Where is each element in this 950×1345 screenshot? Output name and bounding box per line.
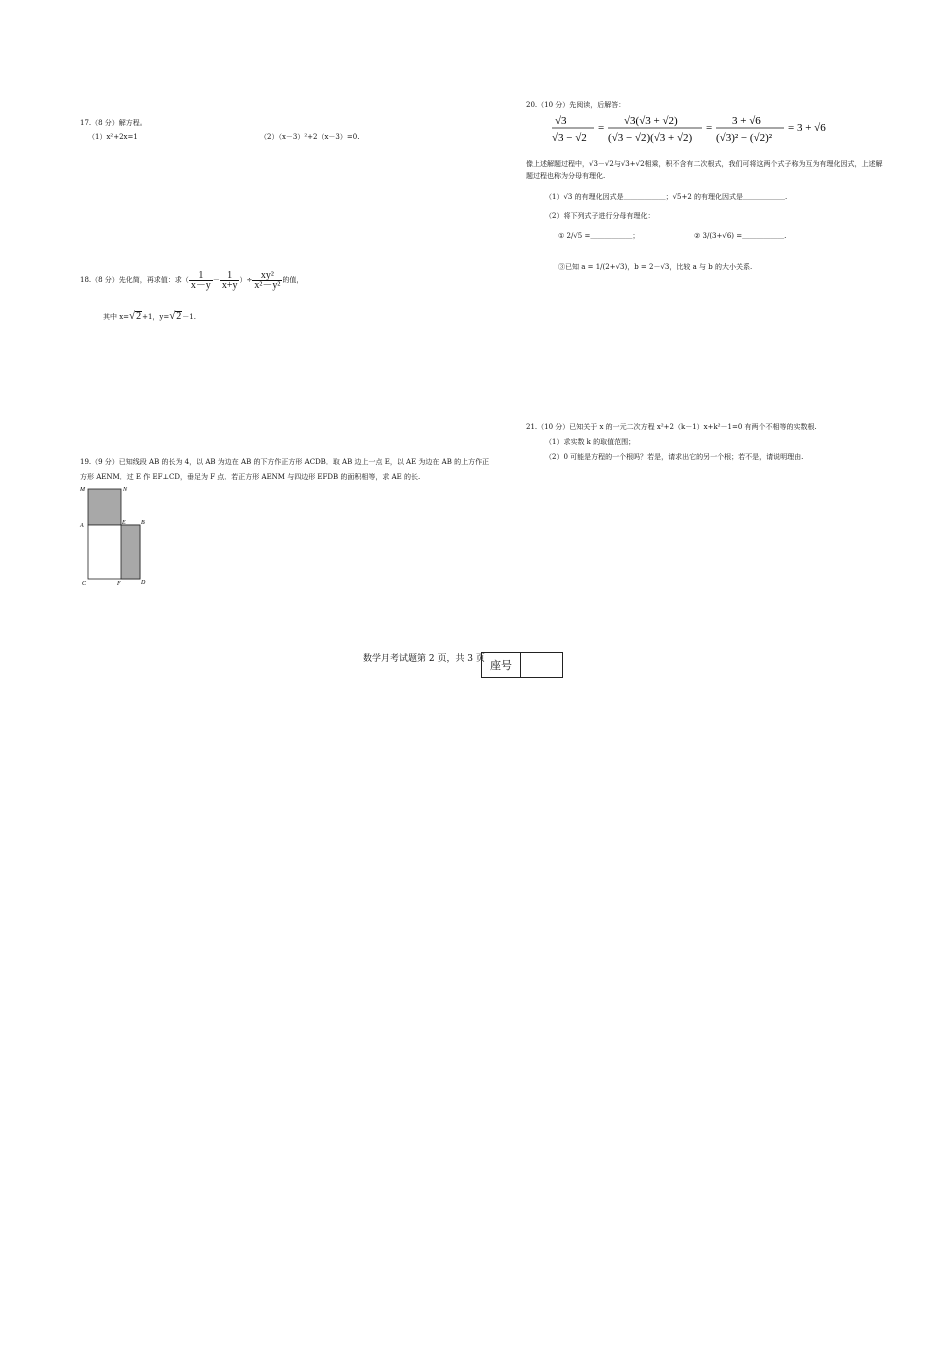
q18-cond-a: 其中 x=: [103, 313, 130, 321]
svg-text:(√3)² − (√2)²: (√3)² − (√2)²: [716, 132, 773, 144]
svg-text:3 + √6: 3 + √6: [732, 115, 761, 127]
q18-f1-num: 1: [189, 271, 213, 281]
q18-condition: [103, 311, 196, 322]
svg-text:(√3 − √2)(√3 + √2): (√3 − √2)(√3 + √2): [608, 132, 693, 144]
q20-desc2: 题过程也称为分母有理化.: [526, 172, 606, 180]
square-aenm: [88, 489, 121, 525]
q18-f2-den: x+y: [221, 280, 238, 291]
q18-expression: [80, 271, 303, 290]
seat-label: 座号: [482, 653, 521, 677]
q18-prefix: 18.（8 分）先化简，再求值：求（: [80, 276, 189, 284]
q20-sub1: ① 2/√5 =＿＿＿＿＿＿；: [558, 232, 640, 240]
label-d: D: [141, 580, 146, 586]
q18-cond-b: +1，y=: [142, 313, 170, 321]
q18-f3-num: xy²: [252, 271, 282, 281]
q18-cond-c: －1.: [182, 313, 196, 321]
q17-heading: 17.（8 分）解方程。: [80, 119, 147, 127]
q21-part1: （1）求实数 k 的取值范围；: [545, 438, 636, 446]
label-n: N: [123, 487, 128, 493]
label-m: M: [80, 487, 85, 493]
q20-desc1: 像上述解题过程中，√3－√2与√3+√2相乘，积不含有二次根式，我们可将这两个式子称为互为有理化因式，上述解: [526, 160, 883, 168]
q18-f1-den: x－y: [190, 280, 211, 291]
svg-text:=: =: [598, 122, 605, 134]
q19-square-diagram: [76, 484, 156, 590]
q20-example-equation: [552, 110, 842, 146]
q18-radicand-b: 2: [176, 311, 182, 322]
q20-sub3: ③已知 a = 1/(2+√3)，b = 2－√3，比较 a 与 b 的大小关系.: [558, 263, 753, 271]
quad-efdb: [121, 525, 140, 579]
q20-part2: （2）将下列式子进行分母有理化：: [545, 212, 655, 220]
q18-f3-den: x²－y²: [254, 280, 281, 291]
q20-part1: （1）√3 的有理化因式是＿＿＿＿＿＿；√5+2 的有理化因式是＿＿＿＿＿＿.: [545, 193, 788, 201]
q20-heading: 20.（10 分）先阅读，后解答：: [526, 101, 626, 109]
q19-line2: 方形 AENM．过 E 作 EF⊥CD，垂足为 F 点．若正方形 AENM 与四边形 EFDB 的面积相等，求 AE 的长.: [80, 473, 421, 481]
svg-text:√3 − √2: √3 − √2: [552, 132, 587, 144]
svg-text:√3: √3: [555, 115, 567, 127]
q21-part2: （2）0 可能是方程的一个根吗？若是，请求出它的另一个根；若不是，请说明理由.: [545, 453, 804, 461]
label-c: C: [82, 581, 87, 587]
q21-heading: 21.（10 分）已知关于 x 的一元二次方程 x²+2（k－1）x+k²－1=0 有两个不相等的实数根.: [526, 423, 817, 431]
seat-number-box: [481, 652, 563, 678]
svg-text:= 3 + √6: = 3 + √6: [788, 122, 826, 134]
q18-suffix: 的值，: [282, 276, 304, 284]
svg-text:√3(√3 + √2): √3(√3 + √2): [624, 115, 678, 127]
q18-radicand-a: 2: [136, 311, 142, 322]
label-b: B: [141, 520, 145, 526]
label-a: A: [80, 523, 84, 529]
sqrt-icon: √: [169, 310, 176, 322]
seat-value-field[interactable]: [521, 653, 562, 677]
q19-line1: 19.（9 分）已知线段 AB 的长为 4，以 AB 为边在 AB 的下方作正方形 ACDB．取 AB 边上一点 E，以 AE 为边在 AB 的上方作正: [80, 458, 490, 466]
q18-f2-num: 1: [220, 271, 240, 281]
svg-text:=: =: [706, 122, 713, 134]
q17-part2: （2）（x－3）²+2（x－3）=0.: [260, 133, 360, 141]
q18-fraction-1: [189, 271, 213, 290]
q18-fraction-3: [252, 271, 282, 290]
label-f: F: [117, 581, 121, 587]
sqrt-icon: √: [129, 310, 136, 322]
q18-minus: －: [212, 276, 220, 284]
footer-page-text: 数学月考试题第 2 页，共 3 页: [363, 654, 485, 664]
q18-fraction-2: [220, 271, 240, 290]
q20-sub2: ② 3/(3+√6) =＿＿＿＿＿＿.: [694, 232, 787, 240]
q18-divide: ）÷: [239, 276, 253, 284]
q17-part1: （1）x²+2x=1: [88, 133, 138, 141]
label-e: E: [122, 520, 126, 526]
